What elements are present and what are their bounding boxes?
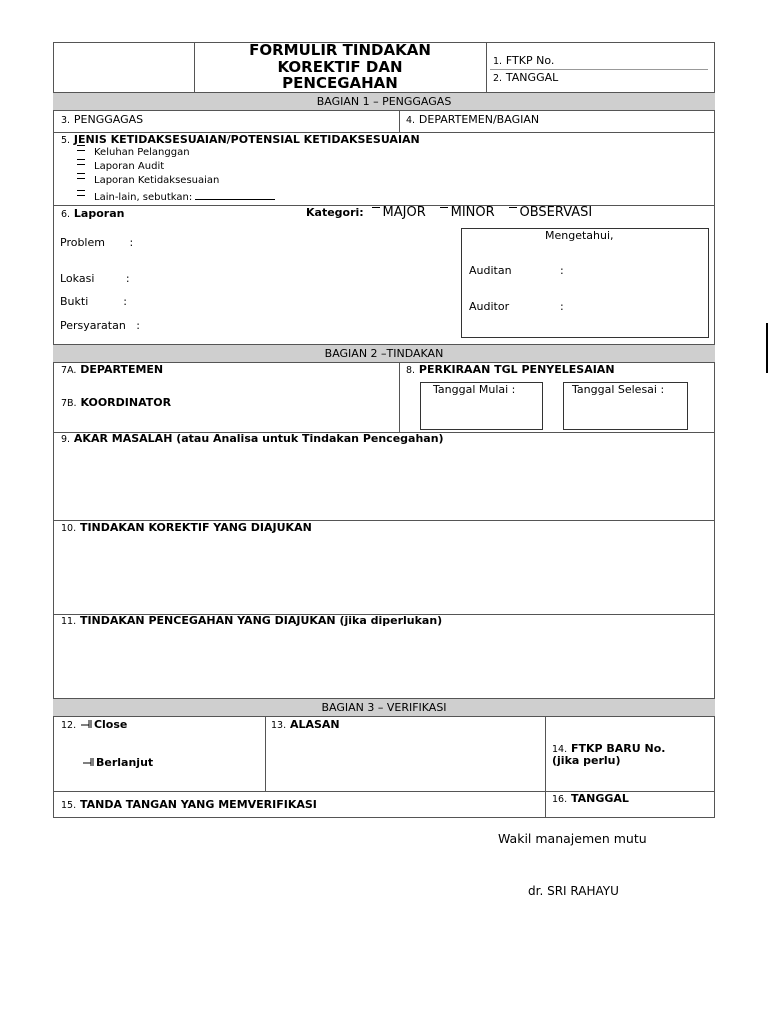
row12-divider-1 [265,717,266,791]
mengetahui-label: Mengetahui, [545,229,614,242]
kategori-major[interactable]: MAJOR [368,205,426,220]
field-tindakan-korektif[interactable]: 10. TINDAKAN KOREKTIF YANG DIAJUKAN [61,521,312,534]
field-tindakan-pencegahan[interactable]: 11. TINDAKAN PENCEGAHAN YANG DIAJUKAN (jika diperlukan) [61,614,443,627]
checkbox-icon [77,145,85,151]
option-laporan-audit[interactable]: Laporan Audit [77,161,164,172]
field-ftkp-baru[interactable]: 14. FTKP BARU No. [552,742,666,755]
field-departemen[interactable]: 7A. DEPARTEMEN [61,363,164,376]
row7-divider [399,363,400,432]
report-lokasi[interactable]: Lokasi : [60,272,130,285]
option-close[interactable]: 12. Close [61,718,128,731]
field-departemen-bagian[interactable]: 4. DEPARTEMEN/BAGIAN [406,113,540,126]
field-ftkp-no[interactable]: 1. FTKP No. [493,54,555,67]
field-tanggal[interactable]: 2. TANGGAL [493,71,559,84]
report-bukti[interactable]: Bukti : [60,295,127,308]
bagian3-band: BAGIAN 3 – VERIFIKASI [53,698,715,717]
auditan-colon[interactable]: : [560,264,564,277]
option-lain-lain[interactable]: Lain-lain, sebutkan: [77,189,275,203]
checkbox-icon [509,207,517,208]
kategori-group: Kategori: MAJOR MINOR OBSERVASI [306,205,593,220]
wakil-manajemen-label: Wakil manajemen mutu [498,831,647,846]
lain-lain-blank-line[interactable] [195,189,275,200]
kategori-minor[interactable]: MINOR [430,205,495,220]
bagian2-band: BAGIAN 2 –TINDAKAN [53,344,715,363]
checkbox-icon [77,159,85,165]
header-divider-right [486,42,487,92]
field-koordinator[interactable]: 7B. KOORDINATOR [61,396,172,409]
field-laporan: 6. Laporan [61,207,125,220]
mengetahui-box [461,228,709,338]
row12-divider-2 [545,717,546,818]
field-penggagas[interactable]: 3. PENGGAGAS [61,113,144,126]
report-problem[interactable]: Problem : [60,236,134,249]
signer-name: dr. SRI RAHAYU [528,884,619,898]
field-tanda-tangan[interactable]: 15. TANDA TANGAN YANG MEMVERIFIKASI [61,798,317,811]
checkbox-icon [77,173,85,179]
field-jenis-ketidaksesuaian: 5. JENIS KETIDAKSESUAIAN/POTENSIAL KETIDAKSESUAIAN [61,133,420,146]
checkbox-tick-icon [80,719,93,729]
option-laporan-ketidaksesuaian[interactable]: Laporan Ketidaksesuaian [77,175,219,186]
checkbox-icon [77,190,85,196]
ftkp-underline [490,69,708,70]
checkbox-icon [440,207,448,208]
option-keluhan-pelanggan[interactable]: Keluhan Pelanggan [77,147,190,158]
kategori-observasi[interactable]: OBSERVASI [499,205,593,220]
checkbox-icon [372,207,380,208]
option-berlanjut[interactable]: Berlanjut [82,756,153,769]
report-persyaratan[interactable]: Persyaratan : [60,319,140,332]
checkbox-tick-icon [82,757,95,767]
bagian1-band: BAGIAN 1 – PENGGAGAS [53,92,715,111]
field-tanggal-verifikasi[interactable]: 16. TANGGAL [552,792,629,805]
auditor-label: Auditor [469,300,510,313]
tanggal-selesai-label: Tanggal Selesai : [572,383,665,396]
field-alasan[interactable]: 13. ALASAN [271,718,340,731]
auditor-colon[interactable]: : [560,300,564,313]
row3-divider [399,111,400,132]
auditan-label: Auditan [469,264,512,277]
field-ftkp-baru-sub: (jika perlu) [552,754,621,767]
form-title: FORMULIR TINDAKAN KOREKTIF DAN PENCEGAHAN [249,41,431,92]
field-akar-masalah[interactable]: 9. AKAR MASALAH (atau Analisa untuk Tindakan Pencegahan) [61,432,444,445]
field-perkiraan-tgl: 8. PERKIRAAN TGL PENYELESAIAN [406,363,615,376]
tanggal-mulai-label: Tanggal Mulai : [433,383,516,396]
